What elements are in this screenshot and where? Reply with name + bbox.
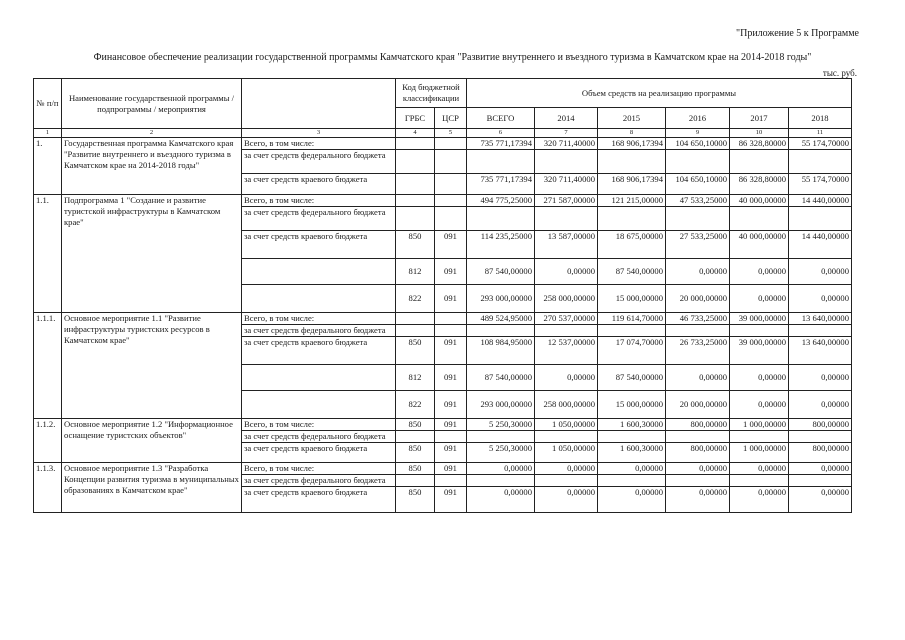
funding-source xyxy=(242,259,396,285)
csr-code: 091 xyxy=(435,259,467,285)
csr-code: 091 xyxy=(435,337,467,365)
program-name: Основное мероприятие 1.1 "Развитие инфраструктуры туристских ресурсов в Камчатском крае" xyxy=(62,313,242,419)
value-2014: 1 050,00000 xyxy=(535,443,598,463)
appendix-label: "Приложение 5 к Программе xyxy=(736,28,859,39)
col-number: 3 xyxy=(242,129,396,138)
funding-source: за счет средств краевого бюджета xyxy=(242,174,396,195)
csr-code: 091 xyxy=(435,365,467,391)
funding-source: за счет средств федерального бюджета xyxy=(242,325,396,337)
value-2015: 87 540,00000 xyxy=(598,259,666,285)
value-2016: 20 000,00000 xyxy=(666,285,730,313)
value-2015: 1 600,30000 xyxy=(598,419,666,431)
csr-code xyxy=(435,431,467,443)
col-number: 8 xyxy=(598,129,666,138)
csr-code: 091 xyxy=(435,487,467,513)
col-number: 5 xyxy=(435,129,467,138)
value-2018: 13 640,00000 xyxy=(789,337,852,365)
total-value: 108 984,95000 xyxy=(467,337,535,365)
csr-code: 091 xyxy=(435,231,467,259)
value-2018: 13 640,00000 xyxy=(789,313,852,325)
value-2016: 26 733,25000 xyxy=(666,337,730,365)
total-value xyxy=(467,207,535,231)
value-2017: 40 000,00000 xyxy=(730,195,789,207)
value-2017: 86 328,80000 xyxy=(730,138,789,150)
value-2014 xyxy=(535,207,598,231)
value-2016: 0,00000 xyxy=(666,365,730,391)
total-value: 293 000,00000 xyxy=(467,391,535,419)
value-2015: 168 906,17394 xyxy=(598,138,666,150)
csr-code xyxy=(435,150,467,174)
value-2017 xyxy=(730,207,789,231)
funding-source: за счет средств федерального бюджета xyxy=(242,150,396,174)
grbs-code: 822 xyxy=(396,285,435,313)
col-number: 7 xyxy=(535,129,598,138)
col-number: 4 xyxy=(396,129,435,138)
col-number: 2 xyxy=(62,129,242,138)
value-2018 xyxy=(789,325,852,337)
value-2016: 46 733,25000 xyxy=(666,313,730,325)
value-2016 xyxy=(666,475,730,487)
value-2016: 27 533,25000 xyxy=(666,231,730,259)
total-value: 735 771,17394 xyxy=(467,138,535,150)
value-2014: 320 711,40000 xyxy=(535,138,598,150)
csr-code: 091 xyxy=(435,443,467,463)
funding-source: Всего, в том числе: xyxy=(242,195,396,207)
row-number: 1.1.2. xyxy=(34,419,62,463)
value-2018: 14 440,00000 xyxy=(789,231,852,259)
grbs-code: 850 xyxy=(396,231,435,259)
value-2017: 1 000,00000 xyxy=(730,419,789,431)
funding-source: Всего, в том числе: xyxy=(242,419,396,431)
value-2015: 1 600,30000 xyxy=(598,443,666,463)
value-2017: 0,00000 xyxy=(730,463,789,475)
value-2016: 0,00000 xyxy=(666,463,730,475)
value-2014: 0,00000 xyxy=(535,365,598,391)
csr-code xyxy=(435,475,467,487)
funding-source: Всего, в том числе: xyxy=(242,313,396,325)
table-row xyxy=(34,195,852,207)
grbs-code xyxy=(396,475,435,487)
grbs-code: 812 xyxy=(396,259,435,285)
grbs-code: 850 xyxy=(396,337,435,365)
csr-code xyxy=(435,313,467,325)
value-2017: 0,00000 xyxy=(730,487,789,513)
funding-source: за счет средств краевого бюджета xyxy=(242,337,396,365)
value-2016 xyxy=(666,150,730,174)
value-2015: 0,00000 xyxy=(598,487,666,513)
value-2017 xyxy=(730,431,789,443)
value-2014: 258 000,00000 xyxy=(535,391,598,419)
csr-code xyxy=(435,174,467,195)
value-2018: 0,00000 xyxy=(789,259,852,285)
header-csr: ЦСР xyxy=(435,108,467,129)
value-2018: 55 174,70000 xyxy=(789,174,852,195)
value-2014: 1 050,00000 xyxy=(535,419,598,431)
total-value: 489 524,95000 xyxy=(467,313,535,325)
value-2018: 55 174,70000 xyxy=(789,138,852,150)
grbs-code xyxy=(396,138,435,150)
value-2015: 15 000,00000 xyxy=(598,285,666,313)
total-value xyxy=(467,475,535,487)
total-value: 0,00000 xyxy=(467,463,535,475)
header-2016: 2016 xyxy=(666,108,730,129)
value-2018 xyxy=(789,431,852,443)
funding-source: за счет средств краевого бюджета xyxy=(242,443,396,463)
header-name: Наименование государственной программы / подпрограммы / мероприятия xyxy=(62,79,242,129)
value-2014 xyxy=(535,325,598,337)
value-2018 xyxy=(789,475,852,487)
value-2014: 13 587,00000 xyxy=(535,231,598,259)
table-row xyxy=(34,313,852,325)
value-2017 xyxy=(730,325,789,337)
value-2015 xyxy=(598,325,666,337)
value-2017: 40 000,00000 xyxy=(730,231,789,259)
value-2018: 0,00000 xyxy=(789,487,852,513)
total-value: 5 250,30000 xyxy=(467,419,535,431)
document-title: Финансовое обеспечение реализации государственной программы Камчатского края "Развитие внутреннего и въездного туризма в Камчатском крае на 2014-2018 годы" xyxy=(93,52,812,63)
value-2015: 18 675,00000 xyxy=(598,231,666,259)
total-value: 293 000,00000 xyxy=(467,285,535,313)
value-2014: 0,00000 xyxy=(535,487,598,513)
funding-source: за счет средств федерального бюджета xyxy=(242,207,396,231)
value-2017: 1 000,00000 xyxy=(730,443,789,463)
total-value: 5 250,30000 xyxy=(467,443,535,463)
header-2017: 2017 xyxy=(730,108,789,129)
funding-source xyxy=(242,285,396,313)
value-2015 xyxy=(598,431,666,443)
funding-source: Всего, в том числе: xyxy=(242,463,396,475)
value-2017 xyxy=(730,475,789,487)
funding-source: Всего, в том числе: xyxy=(242,138,396,150)
value-2018: 0,00000 xyxy=(789,463,852,475)
header-total: ВСЕГО xyxy=(467,108,535,129)
units-label: тыс. руб. xyxy=(822,68,857,78)
value-2018: 0,00000 xyxy=(789,365,852,391)
value-2018: 800,00000 xyxy=(789,443,852,463)
value-2015 xyxy=(598,150,666,174)
value-2014: 258 000,00000 xyxy=(535,285,598,313)
funding-source xyxy=(242,391,396,419)
value-2015 xyxy=(598,207,666,231)
funding-source xyxy=(242,365,396,391)
value-2015: 168 906,17394 xyxy=(598,174,666,195)
total-value xyxy=(467,325,535,337)
value-2014: 271 587,00000 xyxy=(535,195,598,207)
funding-source: за счет средств краевого бюджета xyxy=(242,487,396,513)
value-2015: 87 540,00000 xyxy=(598,365,666,391)
value-2017: 39 000,00000 xyxy=(730,313,789,325)
program-name: Основное мероприятие 1.3 "Разработка Концепции развития туризма в муниципальных образованиях в Камчатском крае" xyxy=(62,463,242,513)
total-value xyxy=(467,150,535,174)
csr-code xyxy=(435,195,467,207)
value-2017: 0,00000 xyxy=(730,365,789,391)
grbs-code xyxy=(396,431,435,443)
value-2016: 104 650,10000 xyxy=(666,174,730,195)
value-2017: 39 000,00000 xyxy=(730,337,789,365)
header-grbs: ГРБС xyxy=(396,108,435,129)
total-value: 735 771,17394 xyxy=(467,174,535,195)
header-2014: 2014 xyxy=(535,108,598,129)
table-row xyxy=(34,463,852,475)
value-2015: 121 215,00000 xyxy=(598,195,666,207)
value-2017 xyxy=(730,150,789,174)
grbs-code xyxy=(396,325,435,337)
value-2016 xyxy=(666,325,730,337)
value-2014: 270 537,00000 xyxy=(535,313,598,325)
col-number: 1 xyxy=(34,129,62,138)
value-2016 xyxy=(666,207,730,231)
value-2016: 104 650,10000 xyxy=(666,138,730,150)
header-code: Код бюджетной классификации xyxy=(396,79,467,108)
grbs-code: 850 xyxy=(396,419,435,431)
total-value: 87 540,00000 xyxy=(467,259,535,285)
table-row xyxy=(34,138,852,150)
column-number-row xyxy=(34,129,852,138)
value-2017: 0,00000 xyxy=(730,285,789,313)
table-row xyxy=(34,419,852,431)
col-number: 9 xyxy=(666,129,730,138)
value-2014: 320 711,40000 xyxy=(535,174,598,195)
csr-code xyxy=(435,325,467,337)
csr-code: 091 xyxy=(435,419,467,431)
financing-table xyxy=(33,78,852,513)
csr-code: 091 xyxy=(435,285,467,313)
csr-code: 091 xyxy=(435,391,467,419)
col-number: 6 xyxy=(467,129,535,138)
col-number: 11 xyxy=(789,129,852,138)
grbs-code: 822 xyxy=(396,391,435,419)
total-value: 0,00000 xyxy=(467,487,535,513)
grbs-code xyxy=(396,313,435,325)
header-num: № п/п xyxy=(34,79,62,129)
value-2016: 800,00000 xyxy=(666,419,730,431)
grbs-code: 850 xyxy=(396,487,435,513)
value-2018 xyxy=(789,150,852,174)
total-value: 114 235,25000 xyxy=(467,231,535,259)
grbs-code xyxy=(396,150,435,174)
value-2018: 800,00000 xyxy=(789,419,852,431)
row-number: 1.1.3. xyxy=(34,463,62,513)
csr-code xyxy=(435,207,467,231)
program-name: Основное мероприятие 1.2 "Информационное оснащение туристских объектов" xyxy=(62,419,242,463)
value-2014 xyxy=(535,150,598,174)
value-2016: 0,00000 xyxy=(666,259,730,285)
funding-source: за счет средств краевого бюджета xyxy=(242,231,396,259)
grbs-code xyxy=(396,174,435,195)
csr-code xyxy=(435,138,467,150)
total-value: 494 775,25000 xyxy=(467,195,535,207)
value-2016: 20 000,00000 xyxy=(666,391,730,419)
grbs-code xyxy=(396,207,435,231)
grbs-code: 812 xyxy=(396,365,435,391)
col-number: 10 xyxy=(730,129,789,138)
value-2015: 0,00000 xyxy=(598,463,666,475)
value-2018 xyxy=(789,207,852,231)
value-2016: 0,00000 xyxy=(666,487,730,513)
value-2016 xyxy=(666,431,730,443)
row-number: 1.1.1. xyxy=(34,313,62,419)
value-2018: 0,00000 xyxy=(789,391,852,419)
program-name: Государственная программа Камчатского края "Развитие внутреннего и въездного туризма в Камчатском крае на 2014-2018 годы" xyxy=(62,138,242,195)
value-2015: 17 074,70000 xyxy=(598,337,666,365)
header-2015: 2015 xyxy=(598,108,666,129)
program-name: Подпрограмма 1 "Создание и развитие туристской инфраструктуры в Камчатском крае" xyxy=(62,195,242,313)
value-2017: 86 328,80000 xyxy=(730,174,789,195)
header-2018: 2018 xyxy=(789,108,852,129)
value-2015: 15 000,00000 xyxy=(598,391,666,419)
header-source xyxy=(242,79,396,129)
value-2015 xyxy=(598,475,666,487)
row-number: 1.1. xyxy=(34,195,62,313)
value-2014 xyxy=(535,475,598,487)
grbs-code xyxy=(396,195,435,207)
value-2015: 119 614,70000 xyxy=(598,313,666,325)
funding-source: за счет средств федерального бюджета xyxy=(242,431,396,443)
value-2017: 0,00000 xyxy=(730,259,789,285)
value-2017: 0,00000 xyxy=(730,391,789,419)
value-2018: 0,00000 xyxy=(789,285,852,313)
funding-source: за счет средств федерального бюджета xyxy=(242,475,396,487)
value-2014: 0,00000 xyxy=(535,463,598,475)
value-2014: 12 537,00000 xyxy=(535,337,598,365)
value-2014 xyxy=(535,431,598,443)
total-value xyxy=(467,431,535,443)
row-number: 1. xyxy=(34,138,62,195)
header-volume: Объем средств на реализацию программы xyxy=(467,79,852,108)
value-2014: 0,00000 xyxy=(535,259,598,285)
total-value: 87 540,00000 xyxy=(467,365,535,391)
value-2016: 47 533,25000 xyxy=(666,195,730,207)
value-2016: 800,00000 xyxy=(666,443,730,463)
csr-code: 091 xyxy=(435,463,467,475)
grbs-code: 850 xyxy=(396,463,435,475)
value-2018: 14 440,00000 xyxy=(789,195,852,207)
grbs-code: 850 xyxy=(396,443,435,463)
